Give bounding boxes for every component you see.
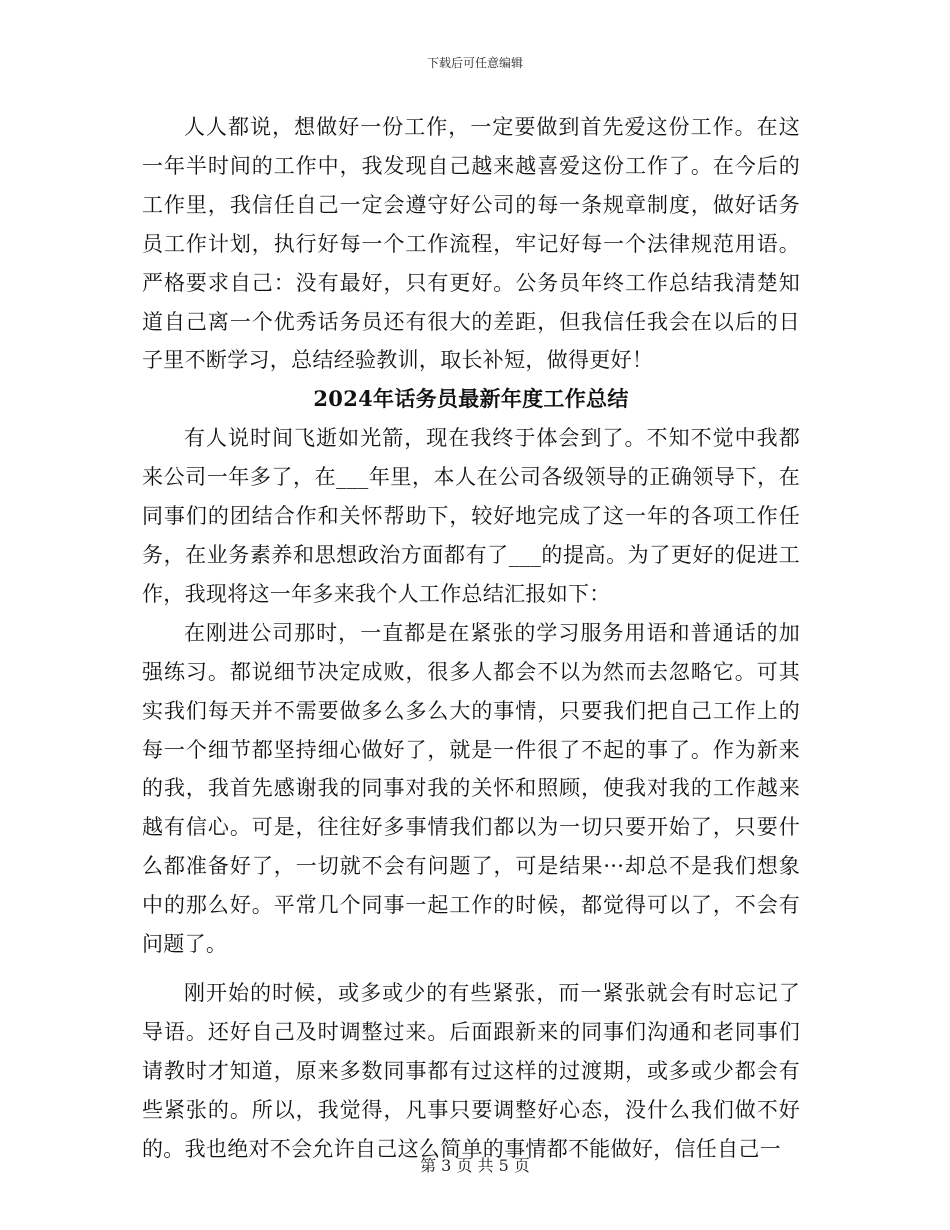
paragraph-3: 在刚进公司那时，一直都是在紧张的学习服务用语和普通话的加强练习。都说细节决定成败，很多人都会不以为然而去忽略它。可其实我们每天并不需要做多么多么大的事情，只要我们把自己工作上的每一个细节都坚持细心做好了，就是一件很了不起的事了。作为新来的我，我首先感谢我的同事对我的关怀和照顾，使我对我的工作越来越有信心。可是，往往好多事情我们都以为一切只要开始了，只要什么都准备好了，一切就不会有问题了，可是结果···却总不是我们想象中的那么好。平常几个同事一起工作的时候，都觉得可以了，不会有问题了。 <box>142 620 800 957</box>
paragraph-4: 刚开始的时候，或多或少的有些紧张，而一紧张就会有时忘记了导语。还好自己及时调整过来。后面跟新来的同事们沟通和老同事们请教时才知道，原来多数同事都有过这样的过渡期，或多或少都会有些紧张的。所以，我觉得，凡事只要调整好心态，没什么我们做不好的。我也绝对不会允许自己这么简单的事情都不能做好，信任自己一 <box>142 980 800 1161</box>
paragraph-2: 有人说时间飞逝如光箭，现在我终于体会到了。不知不觉中我都来公司一年多了，在___年里，本人在公司各级领导的正确领导下，在同事们的团结合作和关怀帮助下，较好地完成了这一年的各项工作任务，在业务素养和思想政治方面都有了___的提高。为了更好的促进工作，我现将这一年多来我个人工作总结汇报如下： <box>142 426 800 606</box>
paragraph-1: 人人都说，想做好一份工作，一定要做到首先爱这份工作。在这一年半时间的工作中，我发现自己越来越喜爱这份工作了。在今后的工作里，我信任自己一定会遵守好公司的每一条规章制度，做好话务员工作计划，执行好每一个工作流程，牢记好每一个法律规范用语。严格要求自己：没有最好，只有更好。公务员年终工作总结我清楚知道自己离一个优秀话务员还有很大的差距，但我信任我会在以后的日子里不断学习，总结经验教训，取长补短，做得更好！ <box>142 115 800 373</box>
section-title: 2024年话务员最新年度工作总结 <box>313 386 629 412</box>
page-header: 下载后可任意编辑 <box>426 56 523 70</box>
page-footer: 第 3 页 共 5 页 <box>420 1156 530 1175</box>
document-body <box>142 108 800 1168</box>
